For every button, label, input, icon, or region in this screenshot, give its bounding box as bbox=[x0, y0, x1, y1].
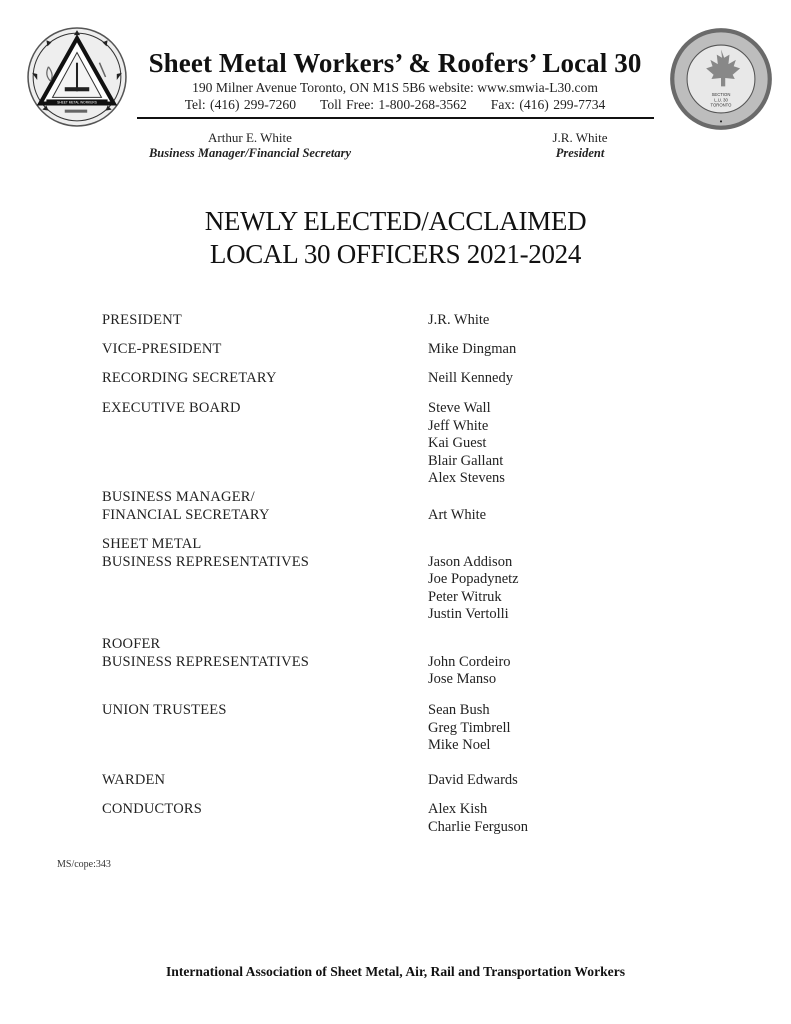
svg-text:SECTION: SECTION bbox=[711, 91, 731, 97]
officer-position bbox=[102, 489, 402, 524]
officer-name: Sean Bush bbox=[428, 702, 490, 718]
position-line: BUSINESS REPRESENTATIVES bbox=[102, 553, 310, 570]
officer-names bbox=[428, 489, 486, 524]
officer-name: Neill Kennedy bbox=[428, 370, 513, 386]
officer-position bbox=[102, 536, 402, 571]
officer-name: J.R. White bbox=[428, 312, 490, 328]
signatory-president bbox=[500, 130, 660, 161]
position-line: ROOFER bbox=[102, 636, 161, 652]
maple-leaf-seal-icon bbox=[668, 26, 774, 132]
officer-names bbox=[428, 772, 518, 790]
officer-name: Justin Vertolli bbox=[428, 606, 509, 622]
officer-position bbox=[102, 702, 402, 720]
position-line: SHEET METAL bbox=[102, 536, 202, 552]
officer-names bbox=[428, 341, 516, 359]
officer-name: Steve Wall bbox=[428, 400, 491, 416]
officer-names bbox=[428, 636, 511, 689]
officer-position bbox=[102, 370, 402, 388]
organization-name: Sheet Metal Workers’ & Roofers’ Local 30 bbox=[148, 48, 642, 78]
officer-position bbox=[102, 400, 402, 418]
officer-name: John Cordeiro bbox=[428, 653, 511, 670]
officer-name: David Edwards bbox=[428, 772, 518, 788]
officer-position bbox=[102, 772, 402, 790]
officer-name: Jeff White bbox=[428, 417, 489, 434]
reference-note: MS/cope:343 bbox=[57, 859, 111, 870]
officer-name: Joe Popadynetz bbox=[428, 571, 519, 587]
officer-names bbox=[428, 312, 489, 330]
signatory-business-manager bbox=[120, 130, 380, 161]
position-line: RECORDING SECRETARY bbox=[102, 370, 277, 386]
officer-name: Peter Witruk bbox=[428, 588, 502, 605]
position-line: EXECUTIVE BOARD bbox=[102, 400, 241, 416]
officer-position bbox=[102, 636, 402, 671]
signatory-role: President bbox=[555, 146, 605, 160]
officer-position bbox=[102, 312, 402, 330]
telephone: Tel: (416) 299-7260 bbox=[184, 97, 296, 112]
officer-name: Art White bbox=[428, 506, 487, 523]
officer-names bbox=[428, 536, 519, 624]
officer-names bbox=[428, 702, 511, 755]
contact-line bbox=[135, 97, 655, 113]
officer-name: Greg Timbrell bbox=[428, 719, 511, 736]
officer-position bbox=[102, 801, 402, 819]
officer-names bbox=[428, 801, 528, 836]
fax: Fax: (416) 299-7734 bbox=[490, 97, 606, 112]
signatory-role: Business Manager/Financial Secretary bbox=[148, 146, 352, 160]
title-line-2: LOCAL 30 OFFICERS 2021-2024 bbox=[209, 239, 582, 269]
header-rule bbox=[137, 117, 654, 119]
organization-address: 190 Milner Avenue Toronto, ON M1S 5B6 website: www.smwia-L30.com bbox=[192, 80, 598, 95]
toll-free: Toll Free: 1-800-268-3562 bbox=[320, 97, 467, 112]
officer-name: Alex Kish bbox=[428, 801, 488, 817]
position-line: BUSINESS MANAGER/ bbox=[102, 489, 255, 505]
title-line-1: NEWLY ELECTED/ACCLAIMED bbox=[204, 206, 587, 236]
officer-name: Alex Stevens bbox=[428, 470, 505, 486]
officer-name: Mike Noel bbox=[428, 737, 491, 753]
position-line: CONDUCTORS bbox=[102, 801, 203, 817]
officer-name bbox=[428, 636, 511, 654]
position-line: VICE-PRESIDENT bbox=[102, 341, 222, 357]
position-line: BUSINESS REPRESENTATIVES bbox=[102, 653, 310, 670]
position-line: UNION TRUSTEES bbox=[102, 702, 227, 718]
footer-association: International Association of Sheet Metal, Air, Rail and Transportation Workers bbox=[165, 964, 626, 979]
officer-position bbox=[102, 341, 402, 359]
svg-text:L.U. 30: L.U. 30 bbox=[714, 97, 728, 103]
position-line: WARDEN bbox=[102, 772, 166, 788]
svg-text:TORONTO: TORONTO bbox=[710, 102, 732, 108]
officer-name: Jose Manso bbox=[428, 671, 497, 687]
position-line: FINANCIAL SECRETARY bbox=[102, 506, 270, 523]
position-line: PRESIDENT bbox=[102, 312, 182, 328]
officer-name: Jason Addison bbox=[428, 553, 513, 570]
officer-names bbox=[428, 400, 505, 488]
officer-name: Kai Guest bbox=[428, 435, 487, 451]
officer-name: Charlie Ferguson bbox=[428, 818, 529, 835]
svg-text:SHEET METAL WORKERS: SHEET METAL WORKERS bbox=[57, 100, 97, 105]
signatory-name: Arthur E. White bbox=[208, 130, 292, 145]
officer-name bbox=[428, 489, 486, 507]
officer-name: Blair Gallant bbox=[428, 452, 504, 469]
officer-name: Mike Dingman bbox=[428, 341, 517, 357]
sheet-metal-workers-emblem-icon bbox=[26, 26, 128, 128]
officer-names bbox=[428, 370, 513, 388]
page-title bbox=[100, 205, 691, 271]
signatory-name: J.R. White bbox=[552, 130, 608, 145]
officer-name bbox=[428, 536, 519, 554]
